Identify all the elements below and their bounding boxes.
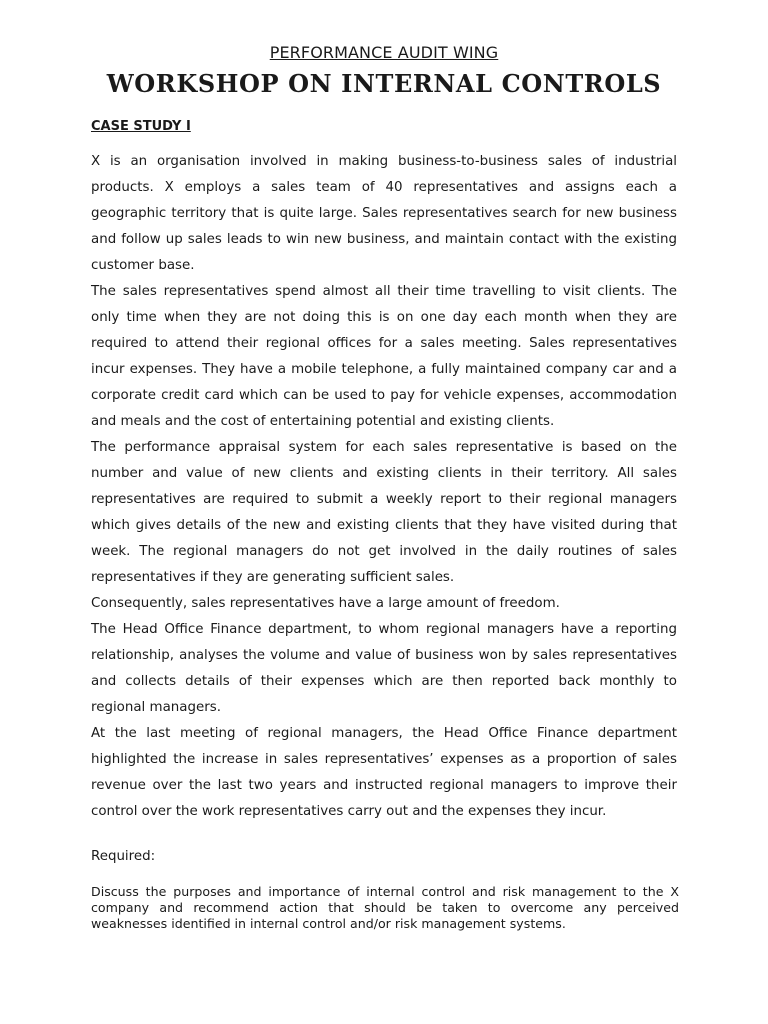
case-study-body — [91, 149, 677, 825]
paragraph-3: The performance appraisal system for each sales representative is based on the number and value of new clients and existing clients in their territory. All sales representatives are required to submit a weekly report to their regional managers which gives details of the new and existing clients that they have visited during that week. The regional managers do not get involved in the daily routines of sales representatives if they are generating sufficient sales. — [91, 440, 677, 585]
page-title: WORKSHOP ON INTERNAL CONTROLS — [106, 69, 662, 98]
paragraph-6: At the last meeting of regional managers, the Head Office Finance department highlighted the increase in sales representatives’ expenses as a proportion of sales revenue over the last two years and instructed regional managers to improve their control over the work representatives carry out and the expenses they incur. — [91, 726, 677, 819]
required-task-text: Discuss the purposes and importance of internal control and risk management to the X company and recommend action that should be taken to overcome any perceived weaknesses identified in internal control and/or risk management systems. — [91, 884, 679, 931]
paragraph-4: Consequently, sales representatives have a large amount of freedom. — [91, 596, 560, 611]
paragraph-5: The Head Office Finance department, to whom regional managers have a reporting relationship, analyses the volume and value of business won by sales representatives and collects details of their expenses which are then reported back monthly to regional managers. — [91, 622, 677, 715]
paragraph-2: The sales representatives spend almost all their time travelling to visit clients. The only time when they are not doing this is on one day each month when they are required to attend their regional offices for a sales meeting. Sales representatives incur expenses. They have a mobile telephone, a fully maintained company car and a corporate credit card which can be used to pay for vehicle expenses, accommodation and meals and the cost of entertaining potential and existing clients. — [91, 284, 677, 429]
paragraph-1: X is an organisation involved in making business-to-business sales of industrial products. X employs a sales team of 40 representatives and assigns each a geographic territory that is quite large. Sales representatives search for new business and follow up sales leads to win new business, and maintain contact with the existing customer base. — [91, 154, 677, 273]
required-label: Required: — [91, 849, 156, 864]
case-study-heading: CASE STUDY I — [91, 119, 191, 134]
section-subtitle: PERFORMANCE AUDIT WING — [269, 43, 499, 62]
